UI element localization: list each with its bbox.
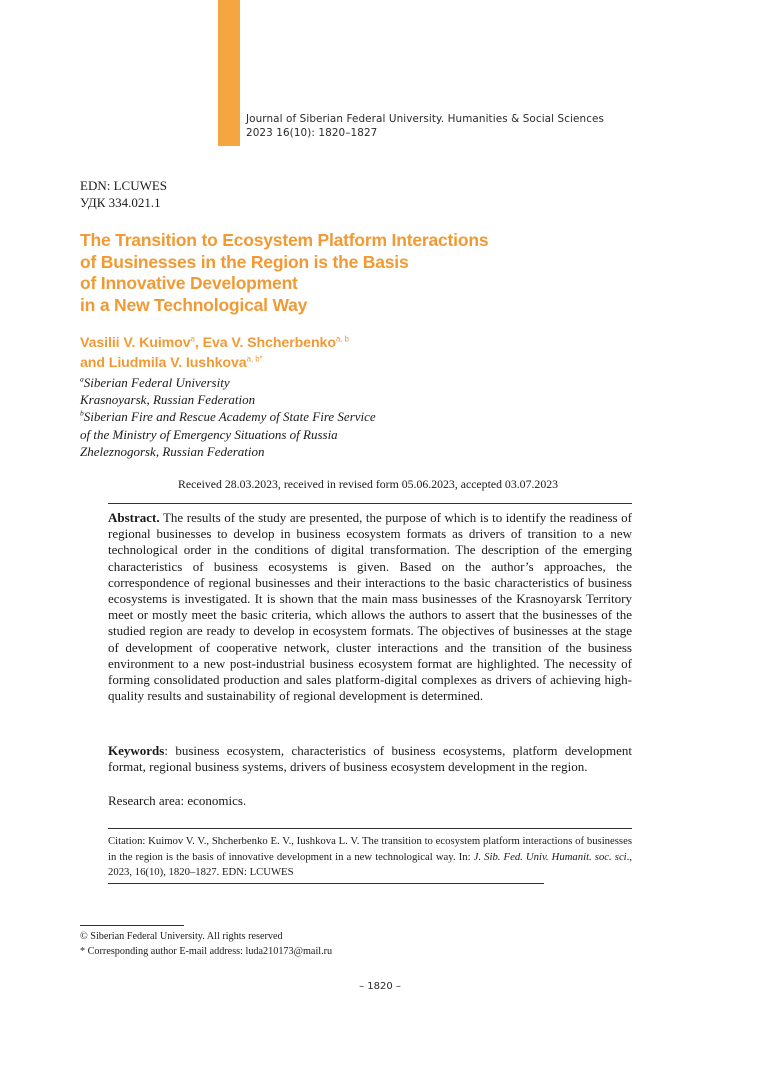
affiliation-text: Siberian Fire and Rescue Academy of State Fire Service xyxy=(83,409,376,425)
author-name: Liudmila V. Iushkova xyxy=(108,355,247,371)
citation-text-end: ., 2023, 16(10), 1820–1827. EDN: LCUWES xyxy=(108,850,632,879)
keywords xyxy=(108,743,632,775)
author-affiliation-mark: a, b* xyxy=(246,354,263,364)
title-line: The Transition to Ecosystem Platform Interactions xyxy=(80,230,489,250)
journal-issue: 2023 16(10): 1820–1827 xyxy=(246,127,378,139)
citation-bottom-rule xyxy=(108,883,544,884)
affiliations xyxy=(80,374,376,460)
citation xyxy=(108,834,632,881)
title-line: of Innovative Development xyxy=(80,273,298,293)
document-ids xyxy=(80,177,167,211)
affiliation-a-line xyxy=(80,374,376,391)
abstract-top-rule xyxy=(108,503,632,504)
author-separator: , xyxy=(194,335,203,351)
received-dates: Received 28.03.2023, received in revised form 05.06.2023, accepted 03.07.2023 xyxy=(178,477,559,491)
affiliation-text: Krasnoyarsk, Russian Federation xyxy=(80,392,256,408)
authors-line-1 xyxy=(80,333,349,353)
title-line: in a New Technological Way xyxy=(80,294,308,315)
abstract-label: Abstract. xyxy=(108,510,160,525)
footnote-rule xyxy=(80,925,184,926)
udk-code: УДК 334.021.1 xyxy=(80,195,161,210)
citation-journal: J. Sib. Fed. Univ. Humanit. soc. sci xyxy=(473,850,627,863)
copyright-note: © Siberian Federal University. All rights reserved xyxy=(80,931,283,942)
abstract xyxy=(108,510,632,704)
author-list xyxy=(80,333,349,373)
author-name: Vasilii V. Kuimov xyxy=(80,335,191,351)
corresponding-author-note: * Corresponding author E-mail address: luda210173@mail.ru xyxy=(80,946,333,957)
affiliation-text: of the Ministry of Emergency Situations of Russia xyxy=(80,426,338,442)
keywords-label: Keywords xyxy=(108,743,165,758)
author-name: Eva V. Shcherbenko xyxy=(202,335,336,351)
journal-name: Journal of Siberian Federal University. Humanities & Social Sciences xyxy=(246,113,605,125)
research-area: Research area: economics. xyxy=(108,793,247,808)
affiliation-text: Zheleznogorsk, Russian Federation xyxy=(80,443,265,459)
edn-id: EDN: LCUWES xyxy=(80,178,168,193)
affiliation-mark: b xyxy=(80,409,84,419)
citation-top-rule xyxy=(108,828,632,829)
citation-text: Citation: Kuimov V. V., Shcherbenko E. V., Iushkova L. V. The transition to ecosystem platform interactions of businesses in the region is the basis of innovative development in a new technological way. In: xyxy=(108,835,632,863)
author-affiliation-mark: a, b xyxy=(335,334,349,344)
affiliation-b-line xyxy=(80,408,376,425)
article-title xyxy=(80,230,550,316)
page-number: – 1820 – xyxy=(359,981,401,992)
journal-accent-bar xyxy=(218,0,240,146)
authors-line-2 xyxy=(80,353,349,373)
title-line: of Businesses in the Region is the Basis xyxy=(80,251,409,272)
abstract-text: The results of the study are presented, the purpose of which is to identify the readiness of regional businesses to develop in business ecosystem formats as drivers of transition to a new technological order in the conditions of digital transformation. The description of the emerging characteristics of business ecosystems is given. Based on the author’s approaches, the correspondence of regional businesses and their interactions to the basic characteristics of business ecosystems is investigated. It is shown that the main mass businesses of the Krasnoyarsk Territory meet or mostly meet the basic criteria, which allows the authors to assert that the businesses of the studied region are ready to develop in ecosystem formats. The objectives of businesses at the stage of development of cooperative network, cluster interactions and the transition of the business environment to a new post-industrial business ecosystem format are highlighted. The necessity of forming consolidated production and sales platform-digital complexes as drivers of achieving high-quality results and sustainability of regional development is determined. xyxy=(108,510,632,704)
author-conjunction: and xyxy=(80,355,109,371)
journal-header xyxy=(246,112,604,140)
author-affiliation-mark: a xyxy=(190,334,195,344)
keywords-text: : business ecosystem, characteristics of business ecosystems, platform development format, regional business systems, drivers of business ecosystem development in the region. xyxy=(108,743,632,775)
affiliation-text: Siberian Federal University xyxy=(83,375,230,390)
footnotes xyxy=(80,929,332,959)
affiliation-mark: a xyxy=(80,374,84,384)
